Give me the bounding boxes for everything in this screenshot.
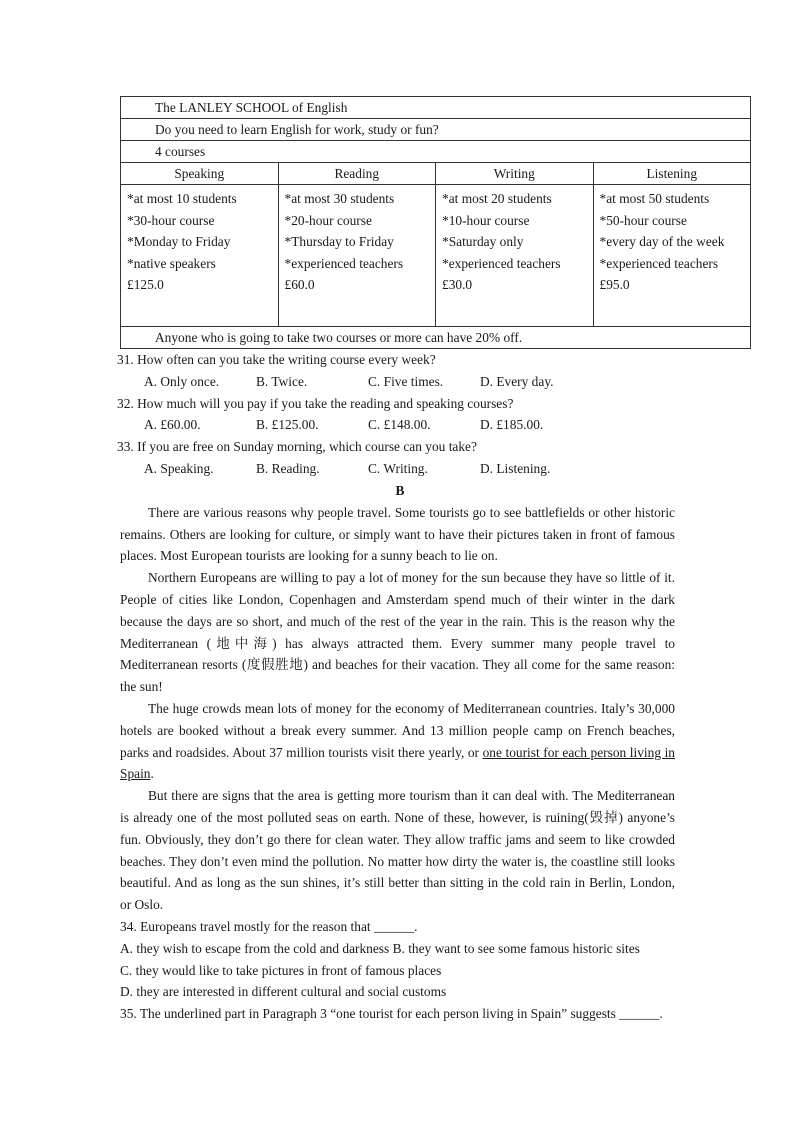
detail-line: *10-hour course — [442, 212, 530, 228]
detail-line: *Thursday to Friday — [284, 234, 394, 249]
reading-details — [278, 185, 436, 327]
detail-line: *experienced teachers — [284, 255, 404, 271]
price: £30.0 — [442, 277, 473, 292]
option: C. £148.00. — [368, 417, 431, 433]
detail-line: *at most 10 students — [127, 191, 237, 206]
school-name: The LANLEY SCHOOL of English — [121, 97, 751, 119]
courses-count: 4 courses — [121, 141, 751, 163]
options-33 — [117, 458, 680, 480]
question-32: 32. How much will you pay if you take the reading and speaking courses? — [117, 395, 514, 411]
option-34-c: C. they would like to take pictures in front of famous places — [120, 962, 442, 978]
speaking-details — [121, 185, 279, 327]
col-header-speaking: Speaking — [121, 163, 279, 185]
question-33: 33. If you are free on Sunday morning, which course can you take? — [117, 439, 477, 455]
option: D. Listening. — [480, 460, 551, 476]
option-34-d: D. they are interested in different cultural and social customs — [120, 984, 447, 1000]
detail-line: *20-hour course — [284, 212, 372, 228]
detail-line: *30-hour course — [127, 212, 215, 228]
option: D. £185.00. — [480, 417, 544, 433]
detail-line: *at most 20 students — [442, 191, 552, 206]
underlined-phrase: one tourist for each person living in Spain — [120, 744, 675, 782]
paragraph-3-end: . — [150, 766, 154, 782]
question-35: 35. The underlined part in Paragraph 3 “one tourist for each person living in Spain” suggests ______. — [120, 1006, 663, 1022]
col-header-writing: Writing — [436, 163, 594, 185]
price: £60.0 — [284, 277, 315, 292]
options-32 — [117, 414, 680, 436]
option: A. £60.00. — [144, 417, 201, 433]
option: B. £125.00. — [256, 417, 319, 433]
paragraph-3-text: The huge crowds mean lots of money for the economy of Mediterranean countries. Italy’s 30,000 hotels are booked without a break every summer. And 13 million people camp on French beaches, parks and roadsides. About 37 million tourists visit there yearly, or — [120, 700, 675, 760]
option: C. Five times. — [368, 373, 444, 389]
options-31 — [117, 371, 680, 393]
col-header-reading: Reading — [278, 163, 436, 185]
question-31: 31. How often can you take the writing course every week? — [117, 352, 436, 367]
paragraph-4: But there are signs that the area is getting more tourism than it can deal with. The Mediterranean is already one of the most polluted seas on earth. None of these, however, is ruining(毁掉) anyone’s fun. Obviously, they don’t go there for clean water. They allow traffic jams and seem to like crowded beaches. They don’t even mind the pollution. No matter how dirty the water is, the coastline still looks beautiful. And as long as the sun shines, it’s still better than sitting in the cold rain in Berlin, London, or Oslo. — [120, 788, 675, 913]
option: C. Writing. — [368, 460, 428, 476]
detail-line: *every day of the week — [599, 234, 725, 249]
price: £125.0 — [127, 277, 164, 292]
detail-line: *at most 30 students — [284, 191, 395, 206]
listening-details — [593, 185, 751, 327]
option: B. Reading. — [256, 460, 320, 476]
col-header-listening: Listening — [593, 163, 751, 185]
option: A. Speaking. — [144, 460, 214, 476]
writing-details — [436, 185, 594, 327]
detail-line: *experienced teachers — [442, 255, 561, 271]
detail-line: *experienced teachers — [599, 255, 719, 271]
ad-question: Do you need to learn English for work, study or fun? — [121, 119, 751, 141]
exam-page — [117, 96, 725, 1025]
option: A. Only once. — [144, 373, 220, 389]
price: £95.0 — [599, 277, 630, 292]
option: B. Twice. — [256, 373, 308, 389]
paragraph-3 — [120, 698, 675, 785]
detail-line: *at most 50 students — [599, 191, 710, 206]
detail-line: *native speakers — [127, 255, 216, 271]
paragraph-2: Northern Europeans are willing to pay a lot of money for the sun because they have so little of it. People of cities like London, Copenhagen and Amsterdam spend much of their winter in the dark because the days are so short, and much of the rest of the year in the rain. This is the reason why the Mediterranean (地中海) has always attracted them. Every summer many people travel to Mediterranean resorts (度假胜地) and beaches for their vacation. They all come for the same reason: the sun! — [120, 570, 675, 695]
detail-line: *Monday to Friday — [127, 234, 231, 249]
questions-a — [117, 349, 680, 480]
question-34: 34. Europeans travel mostly for the reason that ______. — [120, 918, 418, 934]
detail-line: *50-hour course — [599, 212, 687, 228]
options-34-ab: A. they wish to escape from the cold and darkness B. they want to see some famous historic sites — [120, 940, 640, 956]
school-ad-table — [120, 96, 751, 349]
discount-note: Anyone who is going to take two courses or more can have 20% off. — [121, 327, 751, 349]
paragraph-1: There are various reasons why people travel. Some tourists go to see battlefields or other historic remains. Others are looking for culture, or simply want to have their pictures taken in front of famous places. Most European tourists are looking for a sunny beach to lie on. — [120, 504, 675, 564]
detail-line: *Saturday only — [442, 234, 524, 249]
section-b-title: B — [395, 482, 405, 498]
option: D. Every day. — [480, 373, 554, 389]
